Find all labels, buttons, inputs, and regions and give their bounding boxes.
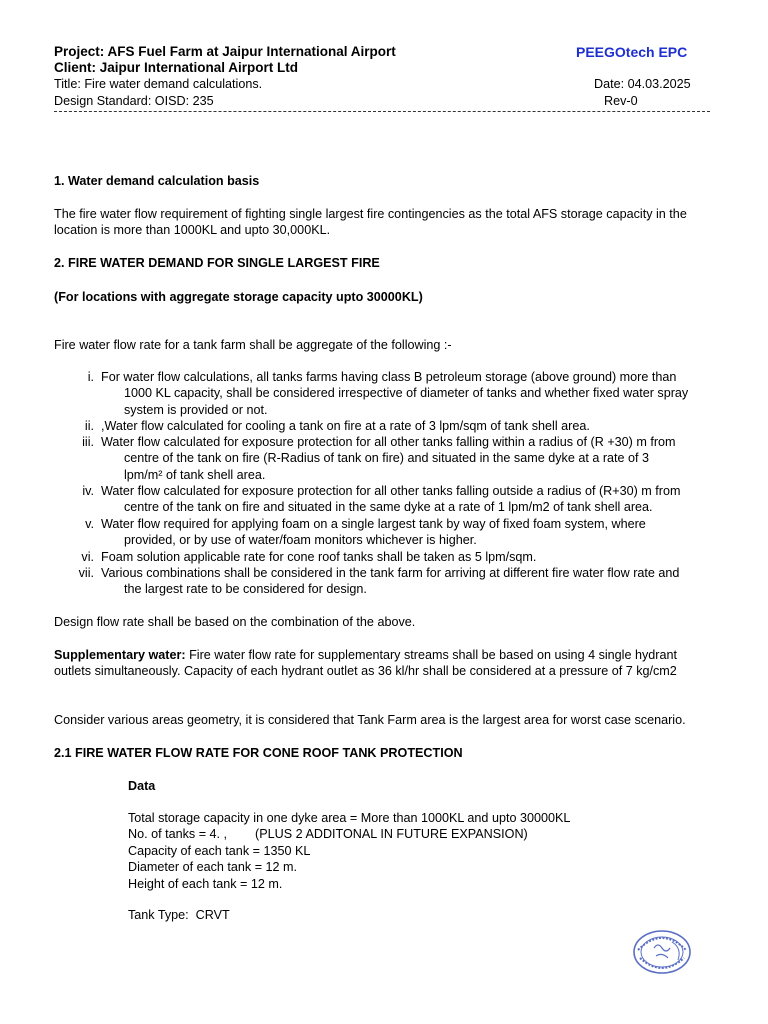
list-line: For water flow calculations, all tanks farms having class B petroleum storage (above ground) more than [101,370,677,384]
list-number: iv. [82,484,94,498]
company-brand: PEEGOtech EPC [576,44,688,60]
design-flow-text: Design flow rate shall be based on the combination of the above. [54,615,416,629]
design-standard: Design Standard: OISD: 235 [54,94,214,108]
document-date: Date: 04.03.2025 [594,77,691,91]
list-line: centre of the tank on fire (R-Radius of tank on fire) and situated in the same dyke at a rate of 3 [124,451,650,466]
list-item [54,549,720,566]
list-line: provided, or by use of water/foam monitors whichever is higher. [124,533,477,548]
data-line: Capacity of each tank = 1350 KL [128,844,311,858]
list-line: Water flow required for applying foam on a single largest tank by way of fixed foam system, where [101,517,646,531]
list-line: 1000 KL capacity, shall be considered irrespective of diameter of tanks and whether fixed water spray [124,386,689,401]
list-item [54,516,720,550]
list-number: iii. [82,435,94,449]
section-2-heading: 2. FIRE WATER DEMAND FOR SINGLE LARGEST FIRE [54,256,380,270]
list-number: vi. [81,550,94,564]
list-number: vii. [78,566,94,580]
tank-type: Tank Type: CRVT [128,908,230,922]
supplementary-paragraph [54,647,720,680]
list-line: centre of the tank on fire and situated in the same dyke at a rate of 1 lpm/m2 of tank shell area. [124,500,653,515]
data-line: Total storage capacity in one dyke area = More than 1000KL and upto 30000KL [128,811,571,825]
list-line: system is provided or not. [124,402,268,417]
section-2-1-heading: 2.1 FIRE WATER FLOW RATE FOR CONE ROOF TANK PROTECTION [54,746,463,760]
list-line: ,Water flow calculated for cooling a tank on fire at a rate of 3 lpm/sqm of tank shell area. [101,419,590,433]
list-item [54,434,720,484]
paragraph-line: location is more than 1000KL and upto 30,000KL. [54,223,331,238]
data-line: Height of each tank = 12 m. [128,877,283,891]
consider-text: Consider various areas geometry, it is considered that Tank Farm area is the largest area for worst case scenario. [54,713,686,727]
data-line: Diameter of each tank = 12 m. [128,860,298,874]
section-1-heading: 1. Water demand calculation basis [54,174,260,188]
list-item [54,565,720,599]
paragraph-line: outlets simultaneously. Capacity of each hydrant outlet as 36 kl/hr shall be considered at a pressure of 7 kg/cm2 [54,664,677,679]
header-divider [54,111,710,112]
section-1-paragraph [54,206,720,239]
list-line: the largest rate to be considered for design. [124,582,367,597]
section-2-intro: Fire water flow rate for a tank farm shall be aggregate of the following :- [54,338,452,352]
list-line: Water flow calculated for exposure protection for all other tanks falling within a radius of (R +30) m from [101,435,676,449]
data-label: Data [128,779,156,793]
supplementary-label: Supplementary water: [54,648,186,662]
list-item [54,418,720,435]
section-2-subheading: (For locations with aggregate storage capacity upto 30000KL) [54,290,423,304]
list-line: Foam solution applicable rate for cone roof tanks shall be taken as 5 lpm/sqm. [101,550,537,564]
revision: Rev-0 [604,94,638,108]
paragraph-line: The fire water flow requirement of fighting single largest fire contingencies as the total AFS storage capacity in the [54,207,687,221]
list-number: i. [87,370,94,384]
list-line: lpm/m² of tank shell area. [124,467,266,482]
list-line: Water flow calculated for exposure protection for all other tanks falling outside a radius of (R+30) m from [101,484,681,498]
project-title: Project: AFS Fuel Farm at Jaipur International Airport [54,44,396,59]
list-item [54,369,720,419]
client-name: Client: Jaipur International Airport Ltd [54,60,299,75]
list-line: Various combinations shall be considered in the tank farm for arriving at different fire water flow rate and [101,566,680,580]
data-line: No. of tanks = 4. , (PLUS 2 ADDITONAL IN FUTURE EXPANSION) [128,827,528,841]
list-number: ii. [84,419,94,433]
document-title: Title: Fire water demand calculations. [54,77,263,91]
list-item [54,483,720,517]
list-number: v. [85,517,94,531]
paragraph-line: Fire water flow rate for supplementary streams shall be based on using 4 single hydrant [185,648,677,662]
company-seal-stamp-icon [632,928,694,976]
